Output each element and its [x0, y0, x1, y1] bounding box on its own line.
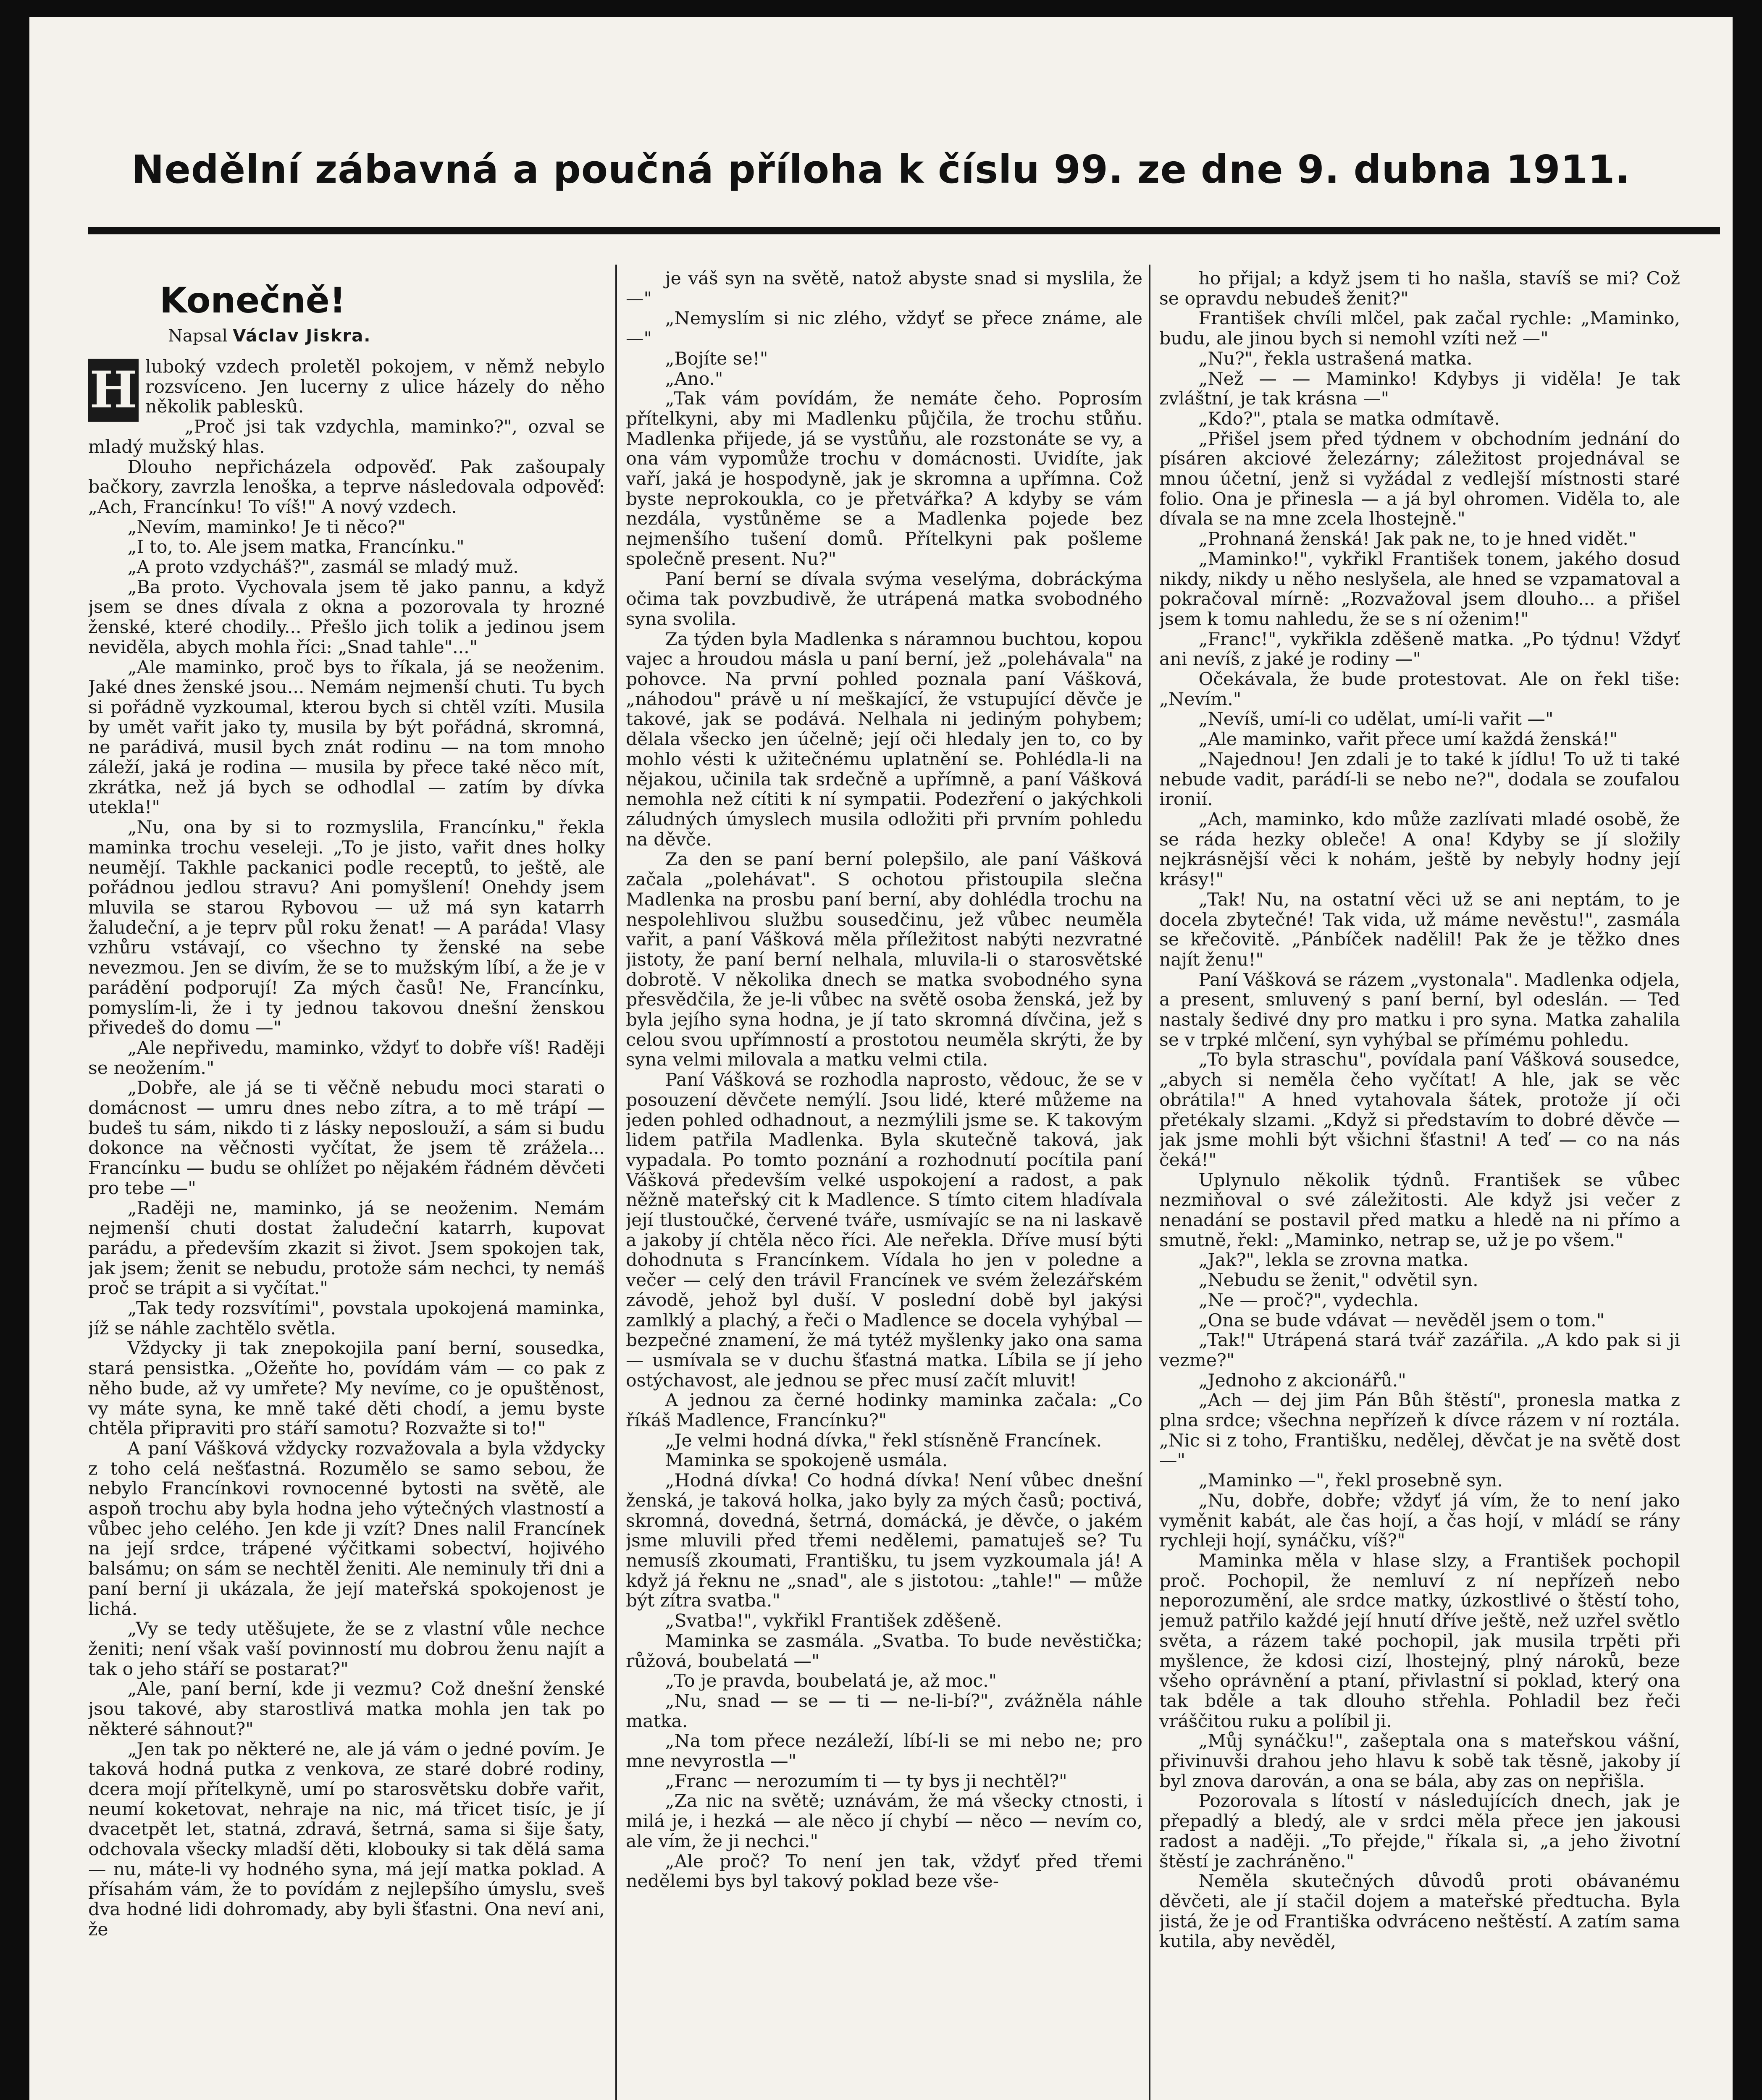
- article-column-3: [1159, 269, 1680, 2100]
- column-paragraphs: [88, 357, 605, 1940]
- byline-prefix: Napsal: [168, 326, 228, 346]
- paragraph: luboký vzdech proletěl pokojem, v němž nebylo rozsvíceno. Jen lucerny z ulice házely do něho několik pableskû.: [145, 357, 605, 417]
- paragraph: „Nu, dobře, dobře; vždyť já vím, že to není jako vyměnit kabát, ale čas hojí, a čas hojí, v mládí se rány rychleji hojí, synáčku, víš?": [1159, 1490, 1680, 1551]
- paragraph: Maminka se spokojeně usmála.: [665, 1450, 948, 1471]
- paragraph: ho přijal; a když jsem ti ho našla, stavíš se mi? Což se opravdu nebudeš ženit?": [1159, 269, 1680, 309]
- paragraph: Maminka se zasmála. „Svatba. To bude nevěstička; růžová, boubelatá —": [626, 1630, 1142, 1672]
- column-paragraphs: [626, 269, 1142, 1892]
- paragraph: „Hodná dívka! Co hodná dívka! Není vůbec dnešní ženská, je taková holka, jako byly za mých časů; poctivá, skromná, dovedná, šetrná, domácká, je děvče, o jakém jsme mluvili před třemi nedělemi, pamatuješ se? Tu nemusíš zkoumati, Františku, tu jsem vyzkoumala já! A když já řeknu ne „snad", ale s jistotou: „tahle!" — může být zítra svatba.": [626, 1470, 1142, 1612]
- paragraph: „Dobře, ale já se ti věčně nebudu moci starati o domácnost — umru dnes nebo zítra, a to mě trápí — budeš tu sám, nikdo ti z lásky neposlouží, a sám si budu dokonce na věčnosti vyčítat, že jsem tě zrážela... Francínku — budu se ohlížet po nějakém řádném děvčeti pro tebe —": [88, 1078, 605, 1199]
- author-name: Václav Jiskra.: [233, 326, 371, 346]
- paragraph: „Ba proto. Vychovala jsem tě jako pannu, a když jsem se dnes dívala z okna a pozorovala ty hrozné ženské, které chodily... Přešlo jich tolik a jedinou jsem neviděla, abych mohla říci: „Snad tahle"...": [88, 577, 605, 658]
- paragraph: „Ano.": [665, 368, 723, 389]
- paragraph: „Než — — Maminko! Kdybys ji viděla! Je tak zvláštní, je tak krásna —": [1159, 368, 1680, 410]
- paragraph: Za den se paní berní polepšilo, ale paní Vášková začala „polehávat". S ochotou přistoupila slečna Madlenka na prosbu paní berní, aby dohlédla trochu na nespolehlivou službu sousedčinu, jež vůbec neuměla vařit, a paní Vášková měla příležitost nabýti nezvratné jistoty, že paní berní nelhala, mluvila-li o starosvětské dobrotě. V několika dnech se matka svobodného syna přesvědčila, že je-li vůbec na světě osoba ženská, jež by byla jejího syna hodna, je jí tato skromná dívčina, jež s celou svou upřímností a prostotou neuměla skrýti, že by syna velmi milovala a matku velmi ctila.: [626, 849, 1142, 1071]
- paragraph: Maminka měla v hlase slzy, a František pochopil proč. Pochopil, že nemluví z ní nepřízeň nebo neporozumění, ale srdce matky, úzkostlivé o štěstí toho, jemuž patřilo každé její hnutí dříve ještě, než uzřel světlo světa, a rázem také pochopil, jak musila trpěti při myšlence, že kdosi cizí, lhostejný, plný nároků, beze všeho oprávnění a ptaní, přivlastní si poklad, který ona tak bděle a tak dlouho střehla. Pohladil bez řeči vráščitou ruku a políbil ji.: [1159, 1551, 1680, 1732]
- paragraph: „Tak! Nu, na ostatní věci už se ani neptám, to je docela zbytečné! Tak vida, už máme nevěstu!", zasmála se křečovitě. „Pánbíček nadělil! Pak že je těžko dnes najít ženu!": [1159, 889, 1680, 970]
- paragraph: „Prohnaná ženská! Jak pak ne, to je hned vidět.": [1198, 529, 1637, 550]
- paragraph: „Nu?", řekla ustrašená matka.: [1198, 348, 1473, 369]
- paragraph: „Ach — dej jim Pán Bůh štěstí", pronesla matka z plna srdce; všechna nepřízeň k dívce rázem v ní roztála. „Nic si z toho, Františku, nedělej, děvčat je na světě dost —": [1159, 1390, 1680, 1471]
- paragraph: „Jednoho z akcionářů.": [1198, 1370, 1406, 1391]
- paragraph: „Ach, maminko, kdo může zazlívati mladé osobě, že se ráda hezky obleče! A ona! Kdyby se jí složily nejkrásnější věci k nohám, ještě by nebyly hodny její krásy!": [1159, 809, 1680, 890]
- paragraph: „Můj synáčku!", zašeptala ona s mateřskou vášní, přivinuvši drahou jeho hlavu k sobě tak těsně, jakoby jí byl znova darován, a ona se bála, aby zas on nepřišla.: [1159, 1731, 1680, 1792]
- article-column-1: [88, 269, 605, 2100]
- paragraph: „Vy se tedy utěšujete, že se z vlastní vůle nechce ženiti; není však vaší povinností mu dobrou ženu najít a tak o jeho stáří se postarat?": [88, 1619, 605, 1680]
- paragraph: „Ona se bude vdávat — nevěděl jsem o tom.": [1198, 1310, 1605, 1331]
- paragraph: Dlouho nepřicházela odpověď. Pak zašoupaly bačkory, zavrzla lenoška, a teprve následovala odpověď: „Ach, Francínku! To víš!" A nový vzdech.: [88, 457, 605, 517]
- paragraph: „Nevím, maminko! Je ti něco?": [127, 517, 406, 538]
- paragraph: „Nevíš, umí-li co udělat, umí-li vařit —": [1198, 709, 1554, 730]
- paragraph: „Tak!" Utrápená stará tvář zazářila. „A kdo pak si ji vezme?": [1159, 1330, 1680, 1371]
- paragraph: „Bojíte se!": [665, 348, 768, 369]
- paragraph: „Maminko!", vykřikl František tonem, jakého dosud nikdy, nikdy u něho neslyšela, ale hned se vzpamatoval a pokračoval mírně: „Rozvažoval jsem dlouho... a přišel jsem k tomu nahledu, že se s ní oženim!": [1159, 549, 1680, 630]
- paragraph: je váš syn na světě, natož abyste snad si myslila, že —": [626, 269, 1142, 309]
- paragraph: Paní Vášková se rozhodla naprosto, vědouc, že se v posouzení děvčete nemýlí. Jsou lidé, které můžeme na jeden pohled odhadnout, a nezmýlili jsme se. K takovým lidem patřila Madlenka. Byla skutečně taková, jak vypadala. Po tomto poznání a rozhodnutí pocítila paní Vášková především velké uspokojení a radost, a pak něžně mateřský cit k Madlence. S tímto citem hladívala její tlustoučké, červené tváře, usmívajíc se na ni laskavě a jakoby jí chtěla něco říci. Ale neřekla. Dříve musí býti dohodnuta s Francínkem. Vídala ho jen v poledne a večer — celý den trávil Francínek ve svém železářském závodě, jehož byl duší. V poslední době byl jakýsi zamlklý a plachý, a řeči o Madlence se docela vyhýbal — bezpečné znamení, že má tytéž myšlenky jako ona sama — usmívala se v duchu šťastná matka. Líbila se jí jeho ostýchavost, ale jednou se přec musí začít mluvit!: [626, 1070, 1142, 1391]
- paragraph: Paní Vášková se rázem „vystonala". Madlenka odjela, a present, smluvený s paní berní, byl odeslán. — Teď nastaly šedivé dny pro matku i pro syna. Matka zahalila se v trpké mlčení, syn vyhýbal se přímému pohledu.: [1159, 969, 1680, 1050]
- paragraph: Neměla skutečných důvodů proti obávanému děvčeti, ale jí stačil dojem a mateřské předtucha. Byla jistá, že je od Františka odvráceno neštěstí. A zatím sama kutila, aby nevěděl,: [1159, 1871, 1680, 1952]
- paragraph: A paní Vášková vždycky rozvažovala a byla vždycky z toho celá nešťastná. Rozumělo se samo sebou, že nebylo Francínkovi rovnocenné bytosti na světě, ale aspoň trochu aby byla hodna jeho výtečných vlastností a vůbec jeho celého. Jen kde ji vzít? Dnes nalil Francínek na její srdce, trápené výčitkami sobectví, hojivého balsámu; on sám se nechtěl ženiti. Ale neminuly tři dni a paní berní ji ukázala, že její mateřská spokojenost je lichá.: [88, 1438, 605, 1620]
- paragraph: „Ale nepřivedu, maminko, vždyť to dobře víš! Raději se neožením.": [88, 1037, 605, 1079]
- paragraph: „To byla straschu", povídala paní Vášková sousedce, „abych si neměla čeho vyčítat! A hle, jak se věc obrátila!" A hned vytahovala šátek, protože jí oči přetékaly slzami. „Když si představím to dobré děvče — jak jsme mohli být všichni šťastni! A teď — co na nás čeká!": [1159, 1050, 1680, 1171]
- paragraph: „Jen tak po některé ne, ale já vám o jedné povím. Je taková hodná putka z venkova, ze staré dobré rodiny, dcera mojí přítelkyně, umí po starosvětsku dobře vařit, neumí koketovat, nehraje na nic, má třicet tisíc, je jí dvacetpět let, statná, zdravá, šetrná, sama si šije šaty, odchovala všecky mladší děti, klobouky si tak dělá sama — nu, máte-li vy hodného syna, má její matka poklad. A přísahám vám, že to povídám z nejlepšího úmyslu, sveš dva hodné lidi dohromady, aby byli šťastni. Ona neví ani, že: [88, 1739, 605, 1940]
- paragraph: „A proto vzdycháš?", zasmál se mladý muž.: [127, 557, 519, 578]
- paragraph: „Franc!", vykřikla zděšeně matka. „Po týdnu! Vždyť ani nevíš, z jaké je rodiny —": [1159, 629, 1680, 670]
- paragraph: „To je pravda, boubelatá je, až moc.": [665, 1671, 997, 1692]
- paragraph: „Svatba!", vykřikl František zděšeně.: [665, 1611, 1002, 1632]
- paragraph: „Ne — proč?", vydechla.: [1198, 1290, 1419, 1311]
- paragraph: „Nemyslím si nic zlého, vždyť se přece známe, ale —": [626, 308, 1142, 349]
- paragraph: František chvíli mlčel, pak začal rychle: „Maminko, budu, ale jinou bych si nemohl vzíti než —": [1159, 308, 1680, 349]
- paragraph: Uplynulo několik týdnů. František se vůbec nezmiňoval o své záležitosti. Ale když jsi večer z nenadání se postavil před matku a hledě na ni přímo a smutně, řekl: „Maminko, netrap se, už je po všem.": [1159, 1170, 1680, 1251]
- paragraph: „Kdo?", ptala se matka odmítavě.: [1198, 408, 1500, 429]
- paragraph: „I to, to. Ale jsem matka, Francínku.": [127, 537, 465, 558]
- paragraph: Za týden byla Madlenka s náramnou buchtou, kopou vajec a hroudou másla u paní berní, jež „polehávala" na pohovce. Na první pohled poznala paní Vášková, „náhodou" právě u ní meškající, že vstupující děvče je takové, jak se podává. Nelhala ni jediným pohybem; dělala všecko jen účelně; její oči hledaly jen to, co by mohlo vésti k užitečnému uplatnění se. Pohlédla-li na nějakou, učinila tak srdečně a upřímně, a paní Vášková nemohla než cítiti k ní sympatii. Podezření o jakýchkoli záludných úmyslech musila odložiti při prvním pohledu na děvče.: [626, 629, 1142, 850]
- article-title: Konečně!: [160, 280, 346, 321]
- paragraph: „Ale proč? To není jen tak, vždyť před třemi nedělemi bys byl takový poklad beze vše-: [626, 1851, 1142, 1892]
- paragraph: Paní berní se dívala svýma veselýma, dobráckýma očima tak povzbudivě, že utrápená matka svobodného syna svolila.: [626, 569, 1142, 630]
- paragraph: „Za nic na světě; uznávám, že má všecky ctnosti, i milá je, i hezká — ale něco jí chybí — něco — nevím co, ale vím, že ji nechci.": [626, 1791, 1142, 1852]
- paragraph: „Najednou! Jen zdali je to také k jídlu! To už ti také nebude vadit, parádí-li se nebo ne?", dodala se zoufalou ironií.: [1159, 749, 1680, 810]
- article-byline: [88, 323, 605, 349]
- header-rule: [88, 227, 1720, 234]
- paragraph: „Maminko —", řekl prosebně syn.: [1198, 1470, 1503, 1491]
- paragraph: Vždycky ji tak znepokojila paní berní, sousedka, stará pensistka. „Ožeňte ho, povídám vám — co pak z něho bude, až vy umřete? My nevíme, co je opuštěnost, vy máte syna, ke mně také děti chodí, a jemu byste chtěla připraviti pro stáří samotu? Rozvažte si to!": [88, 1338, 605, 1439]
- paragraph: „Proč jsi tak vzdychla, maminko?", ozval se mladý mužský hlas.: [88, 417, 605, 457]
- paragraph: „Raději ne, maminko, já se neoženim. Nemám nejmenší chuti dostat žaludeční katarrh, kupovat parádu, a především zkazit si život. Jsem spokojen tak, jak jsem; ženit se nebudu, protože sám nechci, ty nemáš proč se trápit a si vyčítat.": [88, 1198, 605, 1299]
- column-paragraphs: [1159, 269, 1680, 1952]
- paragraph: „Franc — nerozumím ti — ty bys ji nechtěl?": [665, 1771, 1067, 1792]
- paragraph: „Ale, paní berní, kde ji vezmu? Což dnešní ženské jsou takové, aby starostlivá matka mohla jen tak po některé sáhnout?": [88, 1679, 605, 1740]
- paragraph: „Ale maminko, vařit přece umí každá ženská!": [1198, 729, 1618, 750]
- column-divider: [1149, 265, 1150, 2100]
- paragraph: „Je velmi hodná dívka," řekl stísněně Francínek.: [665, 1430, 1102, 1451]
- paragraph: „Nebudu se ženit," odvětil syn.: [1198, 1270, 1478, 1291]
- paragraph: Pozorovala s lítostí v následujících dnech, jak je přepadlý a bledý, ale v srdci měla přece jen jakousi radost a naději. „To přejde," říkala si, „a jeho životní štěstí je zachráněno.": [1159, 1791, 1680, 1872]
- paragraph: „Nu, snad — se — ti — ne-li-bí?", zvážněla náhle matka.: [626, 1690, 1142, 1732]
- drop-cap: H: [88, 359, 139, 422]
- article-column-2: [626, 269, 1142, 2100]
- paragraph: A jednou za černé hodinky maminka začala: „Co říkáš Madlence, Francínku?": [626, 1390, 1142, 1431]
- newspaper-page: [29, 17, 1733, 2100]
- paragraph: „Tak tedy rozsvítími", povstala upokojená maminka, jíž se náhle zachtělo světla.: [88, 1298, 605, 1339]
- supplement-header: Nedělní zábavná a poučná příloha k číslu 99. ze dne 9. dubna 1911.: [131, 147, 1631, 192]
- paragraph: „Tak vám povídám, že nemáte čeho. Poprosím přítelkyni, aby mi Madlenku půjčila, že trochu stůňu. Madlenka přijede, já se vystůňu, ale rozstonáte se vy, a ona vám vypomůže trochu v domácnosti. Uvidíte, jak vaří, jaká je hospodyně, jak je skromna a upřímna. Což byste neprokoukla, co je přetvářka? A kdyby se vám nezdála, vystůněme se a Madlenka pojede bez nejmenšího tušení domů. Přítelkyni pak pošleme společně present. Nu?": [626, 388, 1142, 570]
- column-divider: [615, 265, 617, 2100]
- paragraph: „Přišel jsem před týdnem v obchodním jednání do písáren akciové železárny; záležitost projednával se mnou účetní, jenž si vyžádal z vedlejší místnosti staré folio. Ona je přinesla — a já byl ohromen. Viděla to, ale dívala se na mne zcela lhostejně.": [1159, 428, 1680, 530]
- paragraph: „Jak?", lekla se zrovna matka.: [1198, 1250, 1469, 1271]
- paragraph: Očekávala, že bude protestovat. Ale on řekl tiše: „Nevím.": [1159, 669, 1680, 710]
- paragraph: „Ale maminko, proč bys to říkala, já se neoženim. Jaké dnes ženské jsou... Nemám nejmenší chuti. Tu bych si pořádně vyzkoumal, kterou bych si chtěl vzíti. Musila by umět vařit jako ty, musila by být pořádná, skromná, ne parádivá, musil bych znát rodinu — na tom mnoho záleží, jaká je rodina — musila by přece také něco mít, zkrátka, než já bych se odhodlal — zatím by dívka utekla!": [88, 657, 605, 818]
- paragraph: „Nu, ona by si to rozmyslila, Francínku," řekla maminka trochu veseleji. „To je jisto, vařit dnes holky neumějí. Takhle packanici podle receptů, to ještě, ale pořádnou jedlou stravu? Ani pomyšlení! Onehdy jsem mluvila se starou Rybovou — už má syn katarrh žaludeční, a je teprv půl roku ženat! — A paráda! Vlasy vzhůru vstávají, co všechno ty ženské na sebe nevezmou. Jen se divím, že se to mužským líbí, a že je v parádění podporují! Za mých časů! Ne, Francínku, pomyslím-li, že i ty jednou takovou dnešní ženskou přivedeš do domu —": [88, 817, 605, 1039]
- paragraph: „Na tom přece nezáleží, líbí-li se mi nebo ne; pro mne nevyrostla —": [626, 1731, 1142, 1772]
